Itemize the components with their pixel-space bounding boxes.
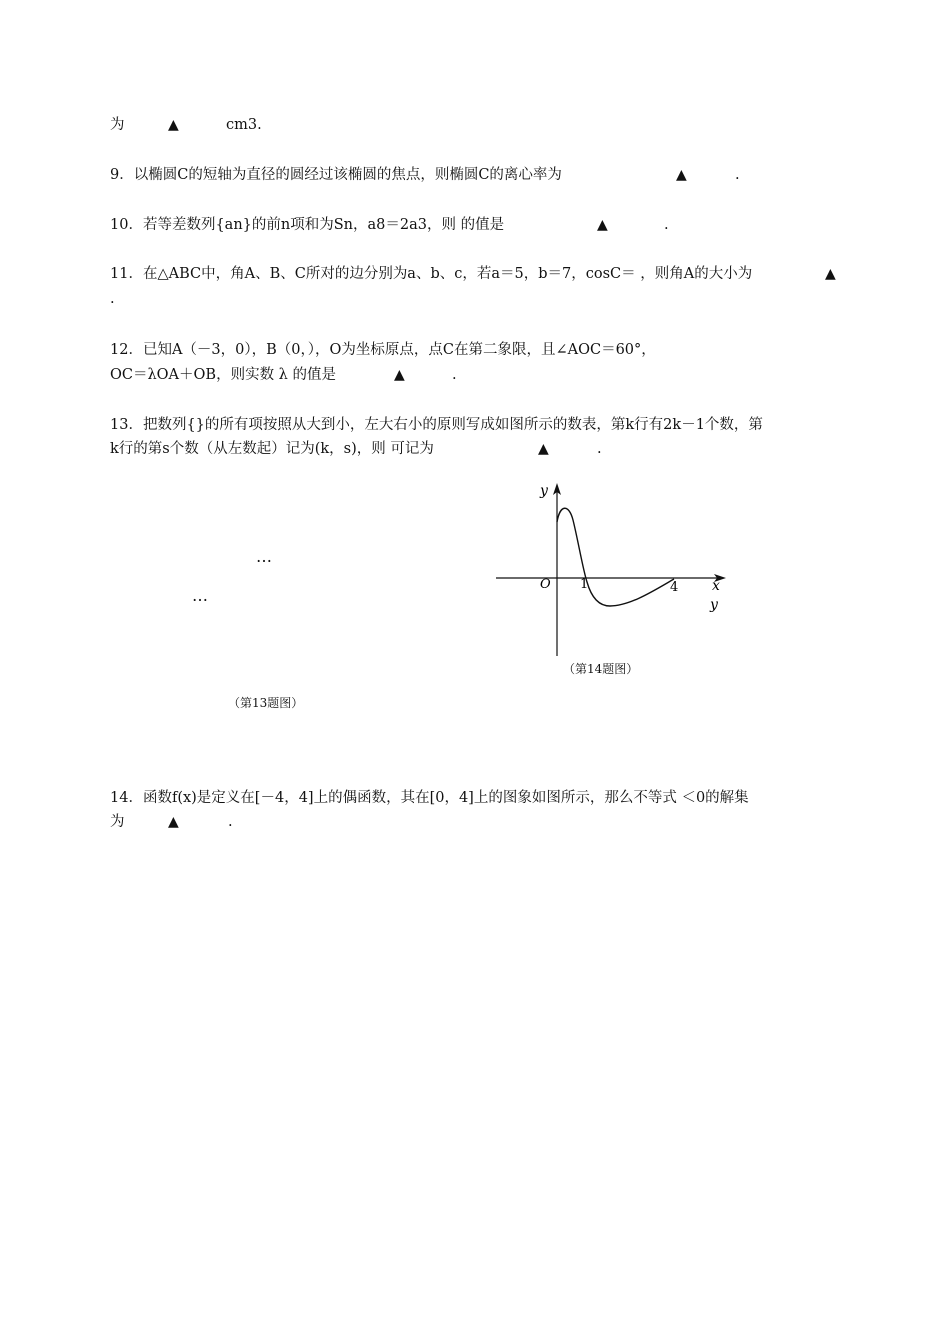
- q9-blank-marker: ▲: [676, 167, 687, 183]
- q9-end: .: [735, 167, 740, 183]
- q8-prefix: 为: [110, 117, 125, 133]
- figure14-label-x: x: [712, 578, 720, 594]
- q11-text: 11．在△ABC中，角A、B、C所对的边分别为a、b、c，若a＝5，b＝7，cosC＝ ，则角A的大小为: [110, 266, 753, 282]
- figure14-label-origin: O: [540, 577, 551, 592]
- q8-blank-marker: ▲: [168, 117, 179, 133]
- q9-text: 9．以椭圆C的短轴为直径的圆经过该椭圆的焦点，则椭圆C的离心率为: [110, 167, 562, 183]
- q12-line2: OC＝λOA＋OB，则实数 λ 的值是: [110, 367, 336, 383]
- q10-text: 10．若等差数列{an}的前n项和为Sn，a8＝2a3，则 的值是: [110, 217, 505, 233]
- q13-blank-marker: ▲: [538, 441, 549, 457]
- q8-unit: cm3.: [226, 117, 262, 133]
- q10-end: .: [664, 217, 669, 233]
- q11-end: .: [110, 291, 115, 307]
- q11-blank-marker: ▲: [825, 266, 836, 282]
- q14-prefix: 为: [110, 814, 125, 830]
- q14-blank-marker: ▲: [168, 814, 179, 830]
- q13-line2: k行的第s个数（从左数起）记为(k，s)，则 可记为: [110, 441, 434, 457]
- q14-end: .: [228, 814, 233, 830]
- figure14-graph: [490, 478, 730, 658]
- figure14-label-y-bottom: y: [710, 597, 718, 613]
- q10-blank-marker: ▲: [597, 217, 608, 233]
- q13-line1: 13．把数列{}的所有项按照从大到小，左大右小的原则写成如图所示的数表，第k行有2k－1个数，第: [110, 417, 763, 433]
- q12-line1: 12．已知A（－3，0），B（0，），O为坐标原点，点C在第二象限，且∠AOC＝60°，: [110, 342, 656, 358]
- figure14-label-y-top: y: [540, 483, 548, 499]
- q13-end: .: [597, 441, 602, 457]
- figure14-caption: （第14题图）: [563, 662, 639, 676]
- q12-blank-marker: ▲: [394, 367, 405, 383]
- figure13-ellipsis-row: …: [256, 547, 273, 566]
- q12-end: .: [452, 367, 457, 383]
- figure13-ellipsis-column: …: [192, 586, 209, 605]
- figure13-caption: （第13题图）: [228, 696, 304, 710]
- figure14-label-four: 4: [670, 580, 679, 595]
- figure14-label-one: 1: [580, 577, 589, 592]
- figure14-curve: [557, 508, 674, 606]
- q14-line1: 14．函数f(x)是定义在[－4，4]上的偶函数，其在[0，4]上的图象如图所示，那么不等式 ＜0的解集: [110, 790, 749, 806]
